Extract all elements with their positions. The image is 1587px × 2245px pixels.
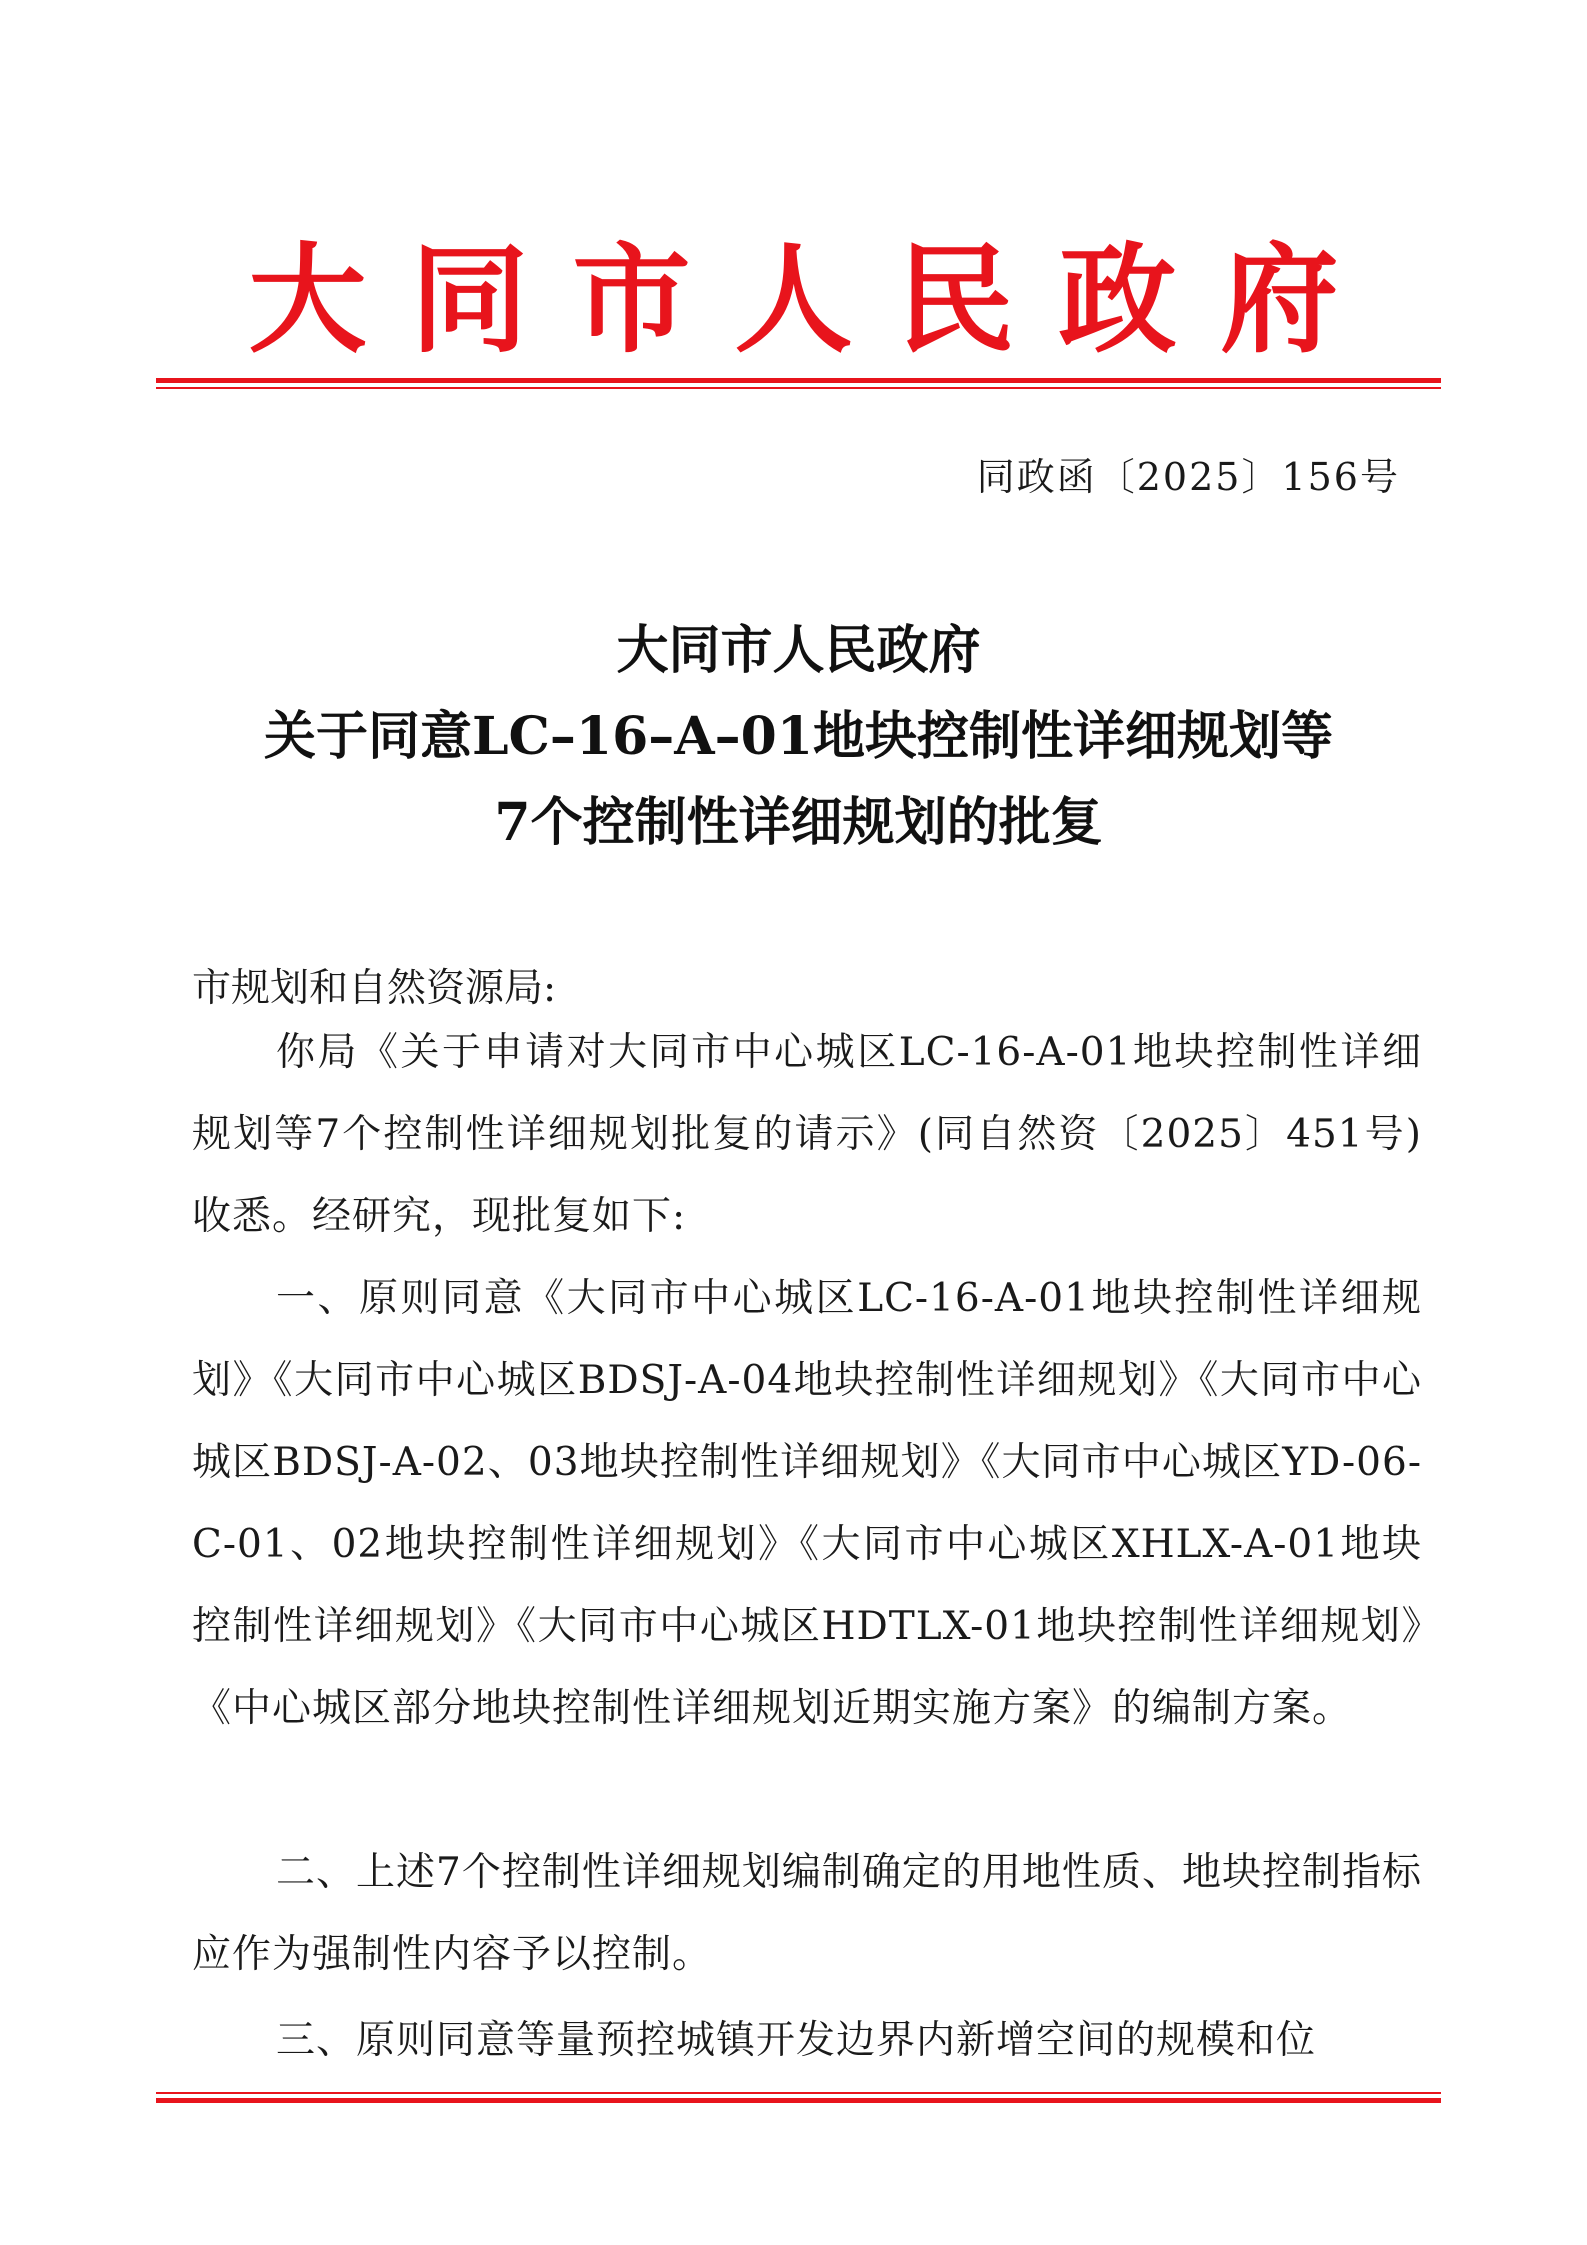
- masthead-title: 大同市人民政府: [248, 230, 1383, 369]
- footer-rule-thick: [156, 2098, 1441, 2103]
- document-title: [156, 608, 1441, 866]
- paragraph-3: 二、上述7个控制性详细规划编制确定的用地性质、地块控制指标应作为强制性内容予以控制。: [192, 1850, 1422, 1977]
- title-line-3: 7个控制性详细规划的批复: [494, 792, 1103, 853]
- salutation: 市规划和自然资源局:: [192, 966, 557, 1011]
- paragraph-2: 一、原则同意《大同市中心城区LC-16-A-01地块控制性详细规划》《大同市中心城区BDSJ-A-04地块控制性详细规划》《大同市中心城区BDSJ-A-02、03地块控制性详细规划》《大同市中心城区YD-06-C-01、02地块控制性详细规划》《大同市中心城区XHLX-A-01地块控制性详细规划》《大同市中心城区HDTLX-01地块控制性详细规划》《中心城区部分地块控制性详细规划近期实施方案》的编制方案。: [192, 1276, 1422, 1731]
- masthead-rule-thin: [156, 387, 1441, 389]
- document-number: 同政函〔2025〕156号: [976, 455, 1400, 499]
- title-line-2: 关于同意LC–16–A–01地块控制性详细规划等: [263, 706, 1334, 767]
- footer-rule-thin: [156, 2092, 1441, 2094]
- title-line-1: 大同市人民政府: [616, 620, 981, 681]
- masthead-rule-thick: [156, 378, 1441, 383]
- paragraph-4: 三、原则同意等量预控城镇开发边界内新增空间的规模和位: [276, 2018, 1317, 2063]
- paragraph-1: 你局《关于申请对大同市中心城区LC-16-A-01地块控制性详细规划等7个控制性详细规划批复的请示》(同自然资〔2025〕451号)收悉。经研究，现批复如下:: [192, 1030, 1422, 1239]
